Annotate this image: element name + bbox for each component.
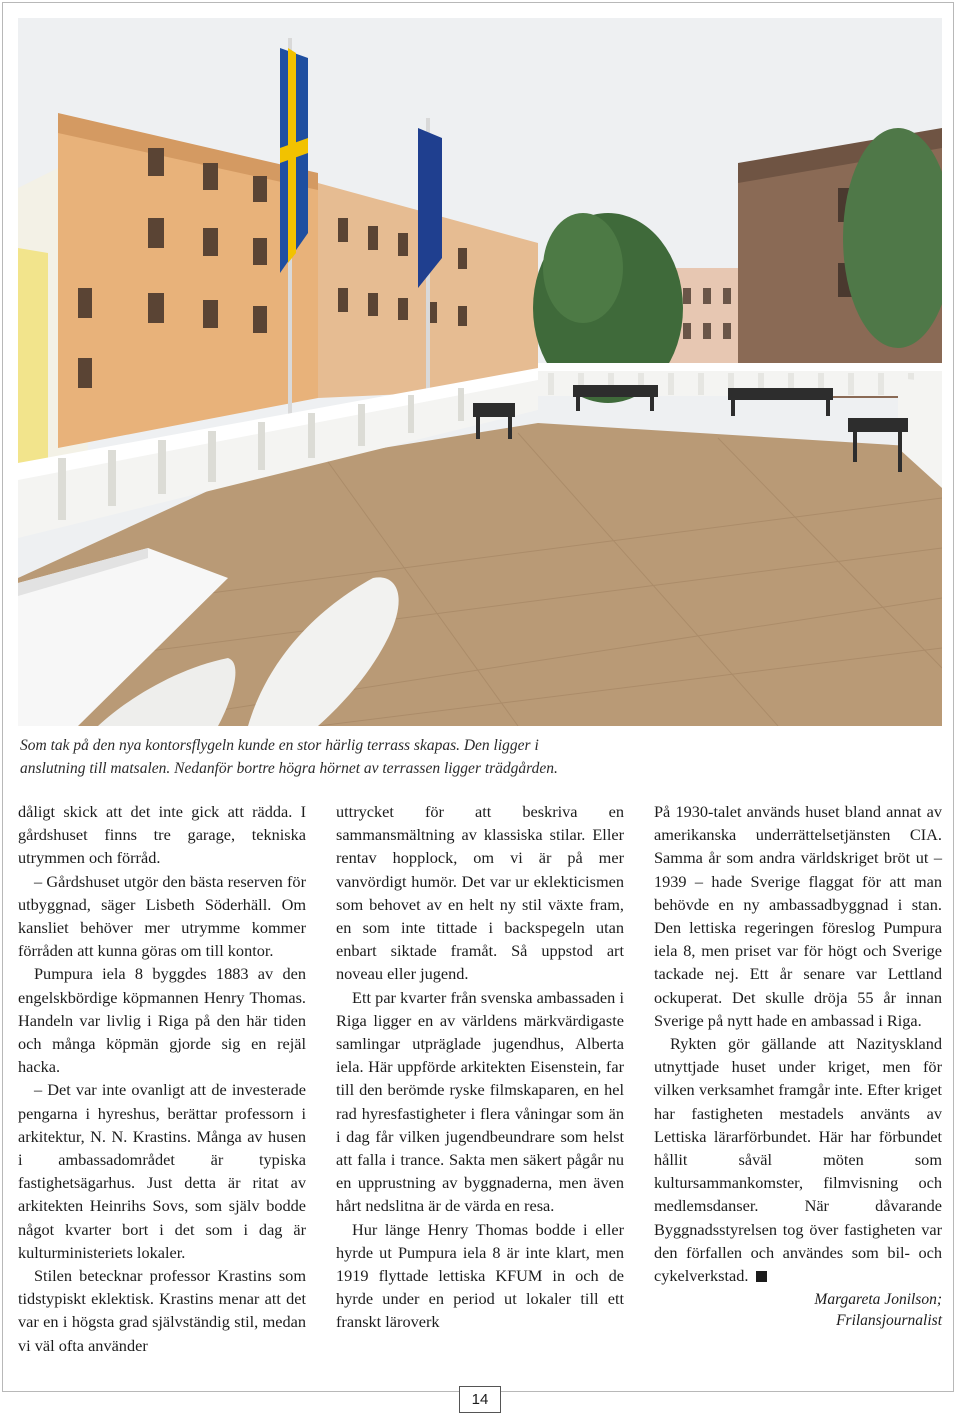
text-column-3 — [654, 800, 942, 1331]
byline-role: Frilansjournalist — [836, 1312, 942, 1330]
paragraph: – Gårdshuset utgör den bästa reserven för utbyggnad, säger Lisbeth Söderhäll. Om kansliet behöver mer utrymme kommer förråden att kunna göras om till kontor. — [18, 871, 306, 961]
end-of-article-square-icon — [756, 1271, 767, 1282]
paragraph: Stilen betecknar professor Krastins som tidstypiskt eklektisk. Krastins menar att det var en i högsta grad självständig stil, medan vi väl ofta använder — [18, 1266, 306, 1355]
caption-line-2: anslutning till matsalen. Nedanför bortre högra hörnet av terrassen ligger trädgården. — [20, 760, 558, 777]
page-number: 14 — [459, 1386, 501, 1413]
paragraph — [654, 1032, 942, 1287]
text-column-2 — [336, 800, 624, 1334]
paragraph-text: Rykten gör gällande att Nazityskland utnyttjade huset under kriget, men för vilken verksamhet framgår inte. Efter kriget har fastigheten mestadels använts av Lettiska lärarförbundet. Här har förbundet hållit såväl möten som kultursammankomster, filmvisning och medlemsdanser. När dåvarande Byggnadsstyrelsen tog över fastigheten var den förfallen och användes som bil- och cykelverkstad. — [654, 1034, 942, 1286]
paragraph: Ett par kvarter från svenska ambassaden i Riga ligger en av världens märkvärdigaste samlingar utpräglade jugendhus, Alberta iela. Här uppförde arkitekten Eisenstein, far till den berömde ryske filmskaparen, en hel rad hyresfastigheter i flera våningar som än i dag får vilken jugendbeundrare som helst att falla i trance. Sakta men säkert pågår nu en upprustning av byggnaderna, men även hårt nedslitna är de värda en resa. — [336, 987, 624, 1216]
paragraph: – Det var inte ovanligt att de investerade pengarna i hyreshus, berättar professorn i arkitektur, N. N. Krastins. Många av husen i ambassadområdet är typiska fastighetsägarhus. Just detta är ritat av arkitekten Heinrihs Sovs, som själv bodde något kvarter bort i det som i dag är kulturministeriets lokaler. — [18, 1080, 306, 1262]
photo-caption — [20, 734, 940, 780]
terrace-photo — [18, 18, 942, 726]
paragraph: På 1930-talet används huset bland annat av amerikanska underrättelsetjänsten CIA. Samma år som andra världskriget bröt ut – 1939 – hade Sverige flaggat för att man behövde en ny ambassadbyggnad i stan. Den lettiska regeringen föreslog Pumpura iela 8, men priset var för högt och Sverige tackade nej. Ett år senare var Lettland ockuperat. Det skulle dröja 55 år innan Sverige på nytt hade en ambassad i Riga. — [654, 802, 942, 1030]
caption-line-1: Som tak på den nya kontorsflygeln kunde en stor härlig terrass skapas. Den ligger i — [20, 737, 539, 754]
paragraph: Hur länge Henry Thomas bodde i eller hyrde ut Pumpura iela 8 är inte klart, men 1919 flyttade lettiska KFUM in och de hyrde under en period ut lokaler till ett franskt läroverk — [336, 1219, 624, 1332]
byline-author: Margareta Jonilson; — [814, 1291, 942, 1309]
text-column-1 — [18, 800, 306, 1357]
paragraph: Pumpura iela 8 byggdes 1883 av den engelskbördige köpmannen Henry Thomas. Handeln var livlig i Riga på den här tiden och många köpmän gjorde sig en rejäl hacka. — [18, 964, 306, 1077]
paragraph: uttrycket för att beskriva en sammansmältning av klassiska stilar. Eller rentav hopplock, om vi är på mer vanvördigt humör. Det var ur eklekticismen som behovet av en helt ny stil växte fram, en som inte tittade i backspegeln utan enbart siktade framåt. Så uppstod art noveau eller jugend. — [336, 802, 624, 984]
byline — [654, 1289, 942, 1331]
paragraph: dåligt skick att det inte gick att rädda. I gårdshuset finns tre garage, tekniska utrymmen och förråd. — [18, 802, 306, 868]
